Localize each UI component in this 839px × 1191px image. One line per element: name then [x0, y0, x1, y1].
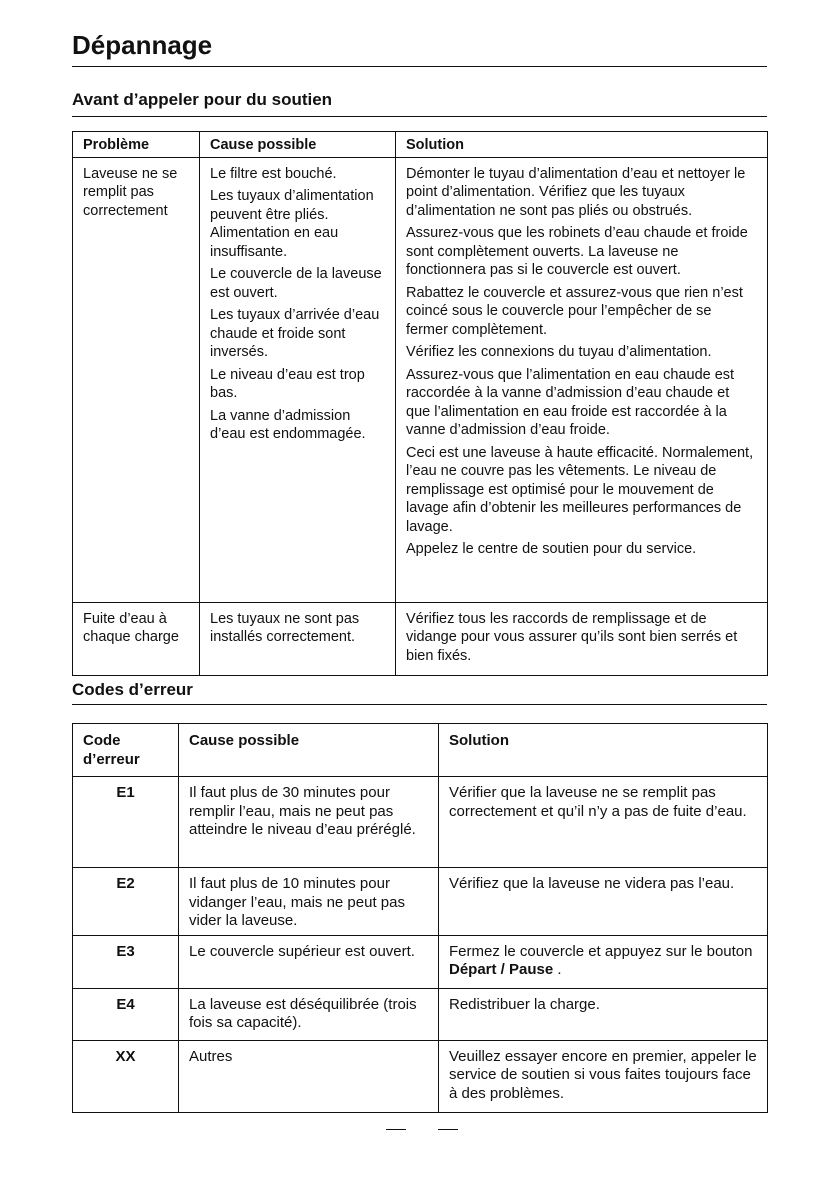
- solution-text: Assurez-vous que l’alimentation en eau chaude est raccordée à la vanne d’admission d’eau chaude et que l’alimentation en eau froide est raccordée à la vanne d’admission d’eau froide.: [406, 366, 735, 438]
- table-row: [73, 777, 768, 868]
- section-rule-error-codes: [72, 704, 767, 705]
- column-header-solution: Solution: [439, 724, 768, 777]
- cause-cell: Il faut plus de 10 minutes pour vidanger l’eau, mais ne peut pas vider la laveuse.: [179, 868, 439, 936]
- solution-cell: [396, 157, 768, 602]
- cause-cell: Autres: [179, 1040, 439, 1112]
- section-title-error-codes: Codes d’erreur: [72, 680, 193, 699]
- page-number-dash-right: [438, 1129, 458, 1130]
- solution-text: Appelez le centre de soutien pour du service.: [406, 541, 697, 557]
- column-header-cause: Cause possible: [179, 724, 439, 777]
- title-rule: [72, 66, 767, 67]
- cause-text: Les tuyaux d’arrivée d’eau chaude et froide sont inversés.: [210, 307, 380, 360]
- solution-text: Vérifiez les connexions du tuyau d’alimentation.: [406, 344, 712, 360]
- solution-cell: Redistribuer la charge.: [439, 988, 768, 1040]
- cause-text: Les tuyaux d’alimentation peuvent être pliés. Alimentation en eau insuffisante.: [210, 188, 374, 260]
- table-row: [73, 1040, 768, 1112]
- solution-cell: Vérifiez que la laveuse ne videra pas l’eau.: [439, 868, 768, 936]
- problem-text: Laveuse ne se remplit pas correctement: [83, 165, 178, 219]
- solution-text: Fermez le couvercle et appuyez sur le bouton: [449, 942, 753, 960]
- table-row: [73, 988, 768, 1040]
- problem-cell: [73, 157, 200, 602]
- table-row: [73, 868, 768, 936]
- error-code: E1: [73, 777, 179, 868]
- error-code: E2: [73, 868, 179, 936]
- table-header-row: [73, 724, 768, 777]
- cause-text: Le couvercle de la laveuse est ouvert.: [210, 266, 382, 301]
- page-title: Dépannage: [72, 30, 213, 60]
- error-codes-table: [72, 723, 768, 1113]
- cause-text: La vanne d’admission d’eau est endommagée.: [210, 407, 366, 442]
- solution-cell: Veuillez essayer encore en premier, appeler le service de soutien si vous faites toujours face à des problèmes.: [439, 1040, 768, 1112]
- error-code: E4: [73, 988, 179, 1040]
- solution-text: Assurez-vous que les robinets d’eau chaude et froide sont complètement ouverts. La laveuse ne fonctionnera pas si le couvercle est ouvert.: [406, 225, 748, 278]
- column-header-problem: Problème: [73, 132, 200, 158]
- solution-cell: [396, 602, 768, 675]
- column-header-cause: Cause possible: [200, 132, 396, 158]
- solution-text: Démonter le tuyau d’alimentation d’eau et nettoyer le point d’alimentation. Vérifiez que les tuyaux d’alimentation ne sont pas pliés ou obstrués.: [406, 165, 746, 219]
- solution-text: Rabattez le couvercle et assurez-vous que rien n’est coincé sous le couvercle pour l’empêcher de se fermer complètement.: [406, 284, 743, 338]
- problem-text: Fuite d’eau à chaque charge: [83, 610, 179, 645]
- cause-text: Le niveau d’eau est trop bas.: [210, 366, 365, 401]
- table-row: [73, 157, 768, 602]
- table-row: [73, 602, 768, 675]
- solution-text: Vérifiez tous les raccords de remplissage et de vidange pour vous assurer qu’ils sont bien serrés et bien fixés.: [406, 610, 738, 664]
- section-title-support: Avant d’appeler pour du soutien: [72, 90, 333, 109]
- problem-cell: [73, 602, 200, 675]
- troubleshooting-table: [72, 131, 768, 676]
- cause-text: Le filtre est bouché.: [210, 165, 337, 182]
- button-name-start-pause: Départ / Pause: [449, 961, 554, 978]
- error-code: XX: [73, 1040, 179, 1112]
- table-row: [73, 935, 768, 988]
- solution-text: Ceci est une laveuse à haute efficacité. Normalement, l’eau ne couvre pas les vêtements. Le niveau de remplissage est optimisé pour le mouvement de lavage afin d’obtenir les meilleures performances de lavage.: [406, 444, 754, 535]
- solution-cell: Vérifier que la laveuse ne se remplit pas correctement et qu’il n’y a pas de fuite d’eau.: [439, 777, 768, 868]
- cause-cell: Il faut plus de 30 minutes pour remplir l’eau, mais ne peut pas atteindre le niveau d’eau préréglé.: [179, 777, 439, 868]
- error-code: E3: [73, 935, 179, 988]
- cause-text: Les tuyaux ne sont pas installés correctement.: [210, 610, 360, 645]
- page-number-dash-left: [386, 1129, 406, 1130]
- solution-text: .: [553, 961, 562, 978]
- table-header-row: [73, 132, 768, 158]
- column-header-code: Code d’erreur: [73, 724, 179, 777]
- column-header-solution: Solution: [396, 132, 768, 158]
- cause-cell: La laveuse est déséquilibrée (trois fois sa capacité).: [179, 988, 439, 1040]
- section-rule-support: [72, 116, 767, 117]
- cause-cell: Le couvercle supérieur est ouvert.: [179, 935, 439, 988]
- solution-cell: [439, 935, 768, 988]
- cause-cell: [200, 602, 396, 675]
- cause-cell: [200, 157, 396, 602]
